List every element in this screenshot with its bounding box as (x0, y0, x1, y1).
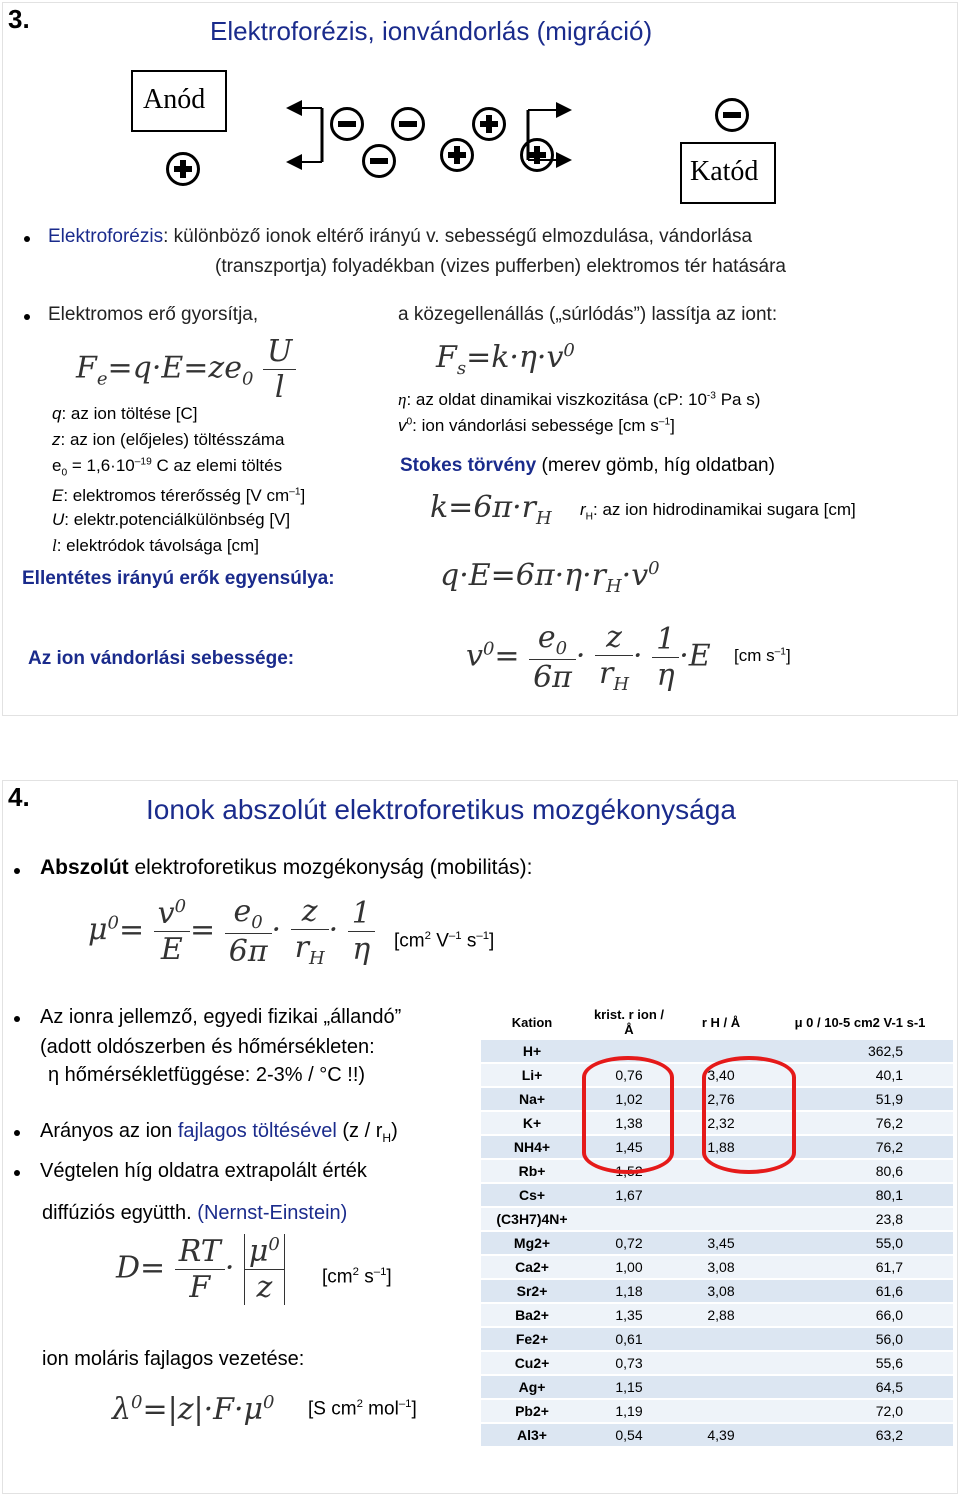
nernst-einstein-formula: D= $\frac{RT}{F}$ · $\frac{\mu^0}{z}$ (116, 1234, 285, 1305)
table-cell: 4,39 (675, 1423, 767, 1447)
minus-icon (362, 144, 396, 178)
table-cell: 2,76 (675, 1087, 767, 1111)
slide-number: 3. (8, 4, 30, 34)
table-cell: 80,6 (767, 1159, 953, 1183)
table-cell: 55,6 (767, 1351, 953, 1375)
bullet (24, 314, 30, 320)
table-cell: (C3H7)4N+ (481, 1207, 583, 1231)
table-cell: Fe2+ (481, 1327, 583, 1351)
force-balance-label: Ellentétes irányú erők egyensúlya: (22, 568, 335, 589)
velocity-formula: $v^0=$ $\frac{e_0}{6\pi}$ · $\frac{z}{r_H}$ · $\frac{1}{\eta}$ ·E (466, 620, 711, 695)
table-cell: 80,1 (767, 1183, 953, 1207)
table-cell: Cs+ (481, 1183, 583, 1207)
anode-box: Anód (131, 70, 227, 132)
table-cell: 2,88 (675, 1303, 767, 1327)
molar-conductivity-label: ion moláris fajlagos vezetése: (42, 1348, 305, 1370)
table-row (481, 1423, 953, 1447)
table-cell (675, 1207, 767, 1231)
def-z: z: az ion (előjeles) töltésszáma (52, 430, 285, 449)
plus-icon (166, 152, 200, 186)
electrophoresis-definition: Elektroforézis: különböző ionok eltérő irányú v. sebességű elmozdulása, vándorlása (48, 226, 753, 247)
bullet (14, 868, 20, 874)
table-cell: 61,6 (767, 1279, 953, 1303)
stokes-formula: $k=6\pi\cdot r_H$ (430, 490, 552, 529)
electrophoresis-definition-line2: (transzportja) folyadékban (vizes pufferben) elektromos tér hatására (215, 256, 786, 277)
table-row (481, 1231, 953, 1255)
table-cell: 1,00 (583, 1255, 675, 1279)
specific-charge-text: Arányos az ion fajlagos töltésével $(z / r_H)$ (40, 1120, 398, 1145)
table-cell: Li+ (481, 1063, 583, 1087)
table-cell: 0,72 (583, 1231, 675, 1255)
table-cell: 3,08 (675, 1279, 767, 1303)
table-cell: 1,67 (583, 1183, 675, 1207)
table-cell: Na+ (481, 1087, 583, 1111)
table-cell: Al3+ (481, 1423, 583, 1447)
table-cell: 1,18 (583, 1279, 675, 1303)
table-cell: 0,73 (583, 1351, 675, 1375)
table-cell: 61,7 (767, 1255, 953, 1279)
table-row (481, 1351, 953, 1375)
def-q: q: az ion töltése [C] (52, 404, 198, 423)
table-cell: 1,15 (583, 1375, 675, 1399)
def-U: U: elektr.potenciálkülönbség [V] (52, 510, 291, 529)
mobility-heading: Abszolút elektroforetikus mozgékonyság (mobilitás): (40, 856, 533, 879)
table-cell: 0,54 (583, 1423, 675, 1447)
table-header: krist. r ion / Å (583, 1006, 675, 1039)
def-e0: $e_0 = 1,6\cdot 10^{-19}$ C az elemi töltés (52, 456, 283, 479)
table-cell: 1,35 (583, 1303, 675, 1327)
slide-title: Ionok abszolút elektroforetikus mozgékonysága (146, 794, 736, 825)
table-cell: 1,38 (583, 1111, 675, 1135)
molar-conductivity-unit: [S $cm^2$ mol$^{-1}$] (308, 1398, 417, 1420)
table-row (481, 1255, 953, 1279)
molar-conductivity-formula: $\lambda^0=|z|\cdot F\cdot\mu^0$ (112, 1392, 275, 1427)
minus-icon (715, 98, 749, 132)
highlight-oval-rion (582, 1056, 674, 1174)
table-cell: K+ (481, 1111, 583, 1135)
velocity-unit: [cm $s^{-1}$] (734, 646, 791, 665)
table-cell (675, 1375, 767, 1399)
table-row (481, 1039, 953, 1063)
minus-icon (330, 107, 364, 141)
plus-icon (520, 138, 554, 172)
table-cell: NH4+ (481, 1135, 583, 1159)
table-cell: Ca2+ (481, 1255, 583, 1279)
electric-force-text: Elektromos erő gyorsítja, (48, 304, 259, 325)
force-balance-formula: $q\cdot E=6\pi\cdot\eta\cdot r_H\cdot v^0$ (440, 558, 660, 597)
table-cell: 72,0 (767, 1399, 953, 1423)
def-rH: $r_H$: az ion hidrodinamikai sugara [cm] (580, 500, 856, 523)
highlight-oval-rh (702, 1056, 796, 1174)
table-cell: 3,08 (675, 1255, 767, 1279)
bullet (14, 1016, 20, 1022)
table-cell: 0,76 (583, 1063, 675, 1087)
mobility-formula: $\mu^0=$ $\frac{v^0}{E}$ = $\frac{e_0}{6\pi}$ · $\frac{z}{r_H}$ · $\frac{1}{\eta}$ (88, 894, 375, 969)
def-eta: η: az oldat dinamikai viszkozitása (cP: $10^{-3}$ Pa s) (398, 390, 761, 409)
friction-formula: $F_s=k\cdot\eta\cdot v^0$ (436, 340, 575, 379)
table-cell: 23,8 (767, 1207, 953, 1231)
table-cell: 362,5 (767, 1039, 953, 1063)
table-header: μ 0 / 10-5 cm2 V-1 s-1 (767, 1006, 953, 1039)
bullet (14, 1170, 20, 1176)
table-cell: Cu2+ (481, 1351, 583, 1375)
friction-text: a közegellenállás („súrlódás”) lassítja az iont: (398, 304, 778, 325)
mobility-unit: [$cm^2$ $V^{-1}$ $s^{-1}$] (394, 930, 495, 952)
table-cell: 3,40 (675, 1063, 767, 1087)
table-cell (675, 1327, 767, 1351)
table-cell (675, 1183, 767, 1207)
diffusion-unit: [$cm^2$ $s^{-1}$] (322, 1266, 392, 1288)
table-cell: Sr2+ (481, 1279, 583, 1303)
velocity-label: Az ion vándorlási sebessége: (28, 648, 295, 669)
table-cell: Ag+ (481, 1375, 583, 1399)
table-cell: 2,32 (675, 1111, 767, 1135)
slide-number: 4. (8, 782, 30, 812)
table-cell: Rb+ (481, 1159, 583, 1183)
table-cell (675, 1351, 767, 1375)
table-cell: Ba2+ (481, 1303, 583, 1327)
table-cell (583, 1207, 675, 1231)
table-cell: 1,88 (675, 1135, 767, 1159)
def-E: E: elektromos térerősség [V $cm^{-1}$] (52, 486, 306, 505)
bullet (24, 236, 30, 242)
table-cell: 76,2 (767, 1135, 953, 1159)
table-row (481, 1375, 953, 1399)
slide-title: Elektroforézis, ionvándorlás (migráció) (210, 16, 653, 46)
diffusion-text: diffúziós együtth. (Nernst-Einstein) (42, 1202, 348, 1224)
table-row (481, 1303, 953, 1327)
infinite-dilution-text: Végtelen híg oldatra extrapolált érték (40, 1160, 367, 1182)
table-cell: 1,52 (583, 1159, 675, 1183)
table-row (481, 1399, 953, 1423)
table-cell: 64,5 (767, 1375, 953, 1399)
table-cell: 1,02 (583, 1087, 675, 1111)
constant-text-line3: η hőmérsékletfüggése: 2-3% / °C !!) (48, 1064, 366, 1086)
table-cell: 3,45 (675, 1231, 767, 1255)
bullet (14, 1130, 20, 1136)
table-row (481, 1327, 953, 1351)
table-cell: 51,9 (767, 1087, 953, 1111)
table-cell: 66,0 (767, 1303, 953, 1327)
electric-force-formula: $F_e=q\cdot E=ze_0$ $\frac{U}{l}$ (76, 334, 296, 405)
def-v0: $v^0$: ion vándorlási sebessége [cm $s^{-1}$] (398, 416, 675, 435)
table-row (481, 1183, 953, 1207)
table-header: Kation (481, 1006, 583, 1039)
constant-text-line1: Az ionra jellemző, egyedi fizikai „állandó” (40, 1006, 402, 1028)
plus-icon (440, 138, 474, 172)
table-header: r H / Å (675, 1006, 767, 1039)
table-cell (675, 1399, 767, 1423)
table-row (481, 1279, 953, 1303)
table-cell: Mg2+ (481, 1231, 583, 1255)
cathode-box: Katód (680, 142, 776, 204)
table-cell: 56,0 (767, 1327, 953, 1351)
table-cell: 63,2 (767, 1423, 953, 1447)
table-row (481, 1207, 953, 1231)
def-l: l: elektródok távolsága [cm] (52, 536, 259, 555)
stokes-law-heading: Stokes törvény (merev gömb, híg oldatban) (400, 455, 775, 476)
table-cell: 76,2 (767, 1111, 953, 1135)
table-cell: 0,61 (583, 1327, 675, 1351)
minus-icon (391, 107, 425, 141)
table-cell: 55,0 (767, 1231, 953, 1255)
table-cell: Pb2+ (481, 1399, 583, 1423)
table-cell: 40,1 (767, 1063, 953, 1087)
constant-text-line2: (adott oldószerben és hőmérsékleten: (40, 1036, 375, 1058)
plus-icon (472, 107, 506, 141)
table-cell: H+ (481, 1039, 583, 1063)
table-cell: 1,45 (583, 1135, 675, 1159)
table-cell: 1,19 (583, 1399, 675, 1423)
